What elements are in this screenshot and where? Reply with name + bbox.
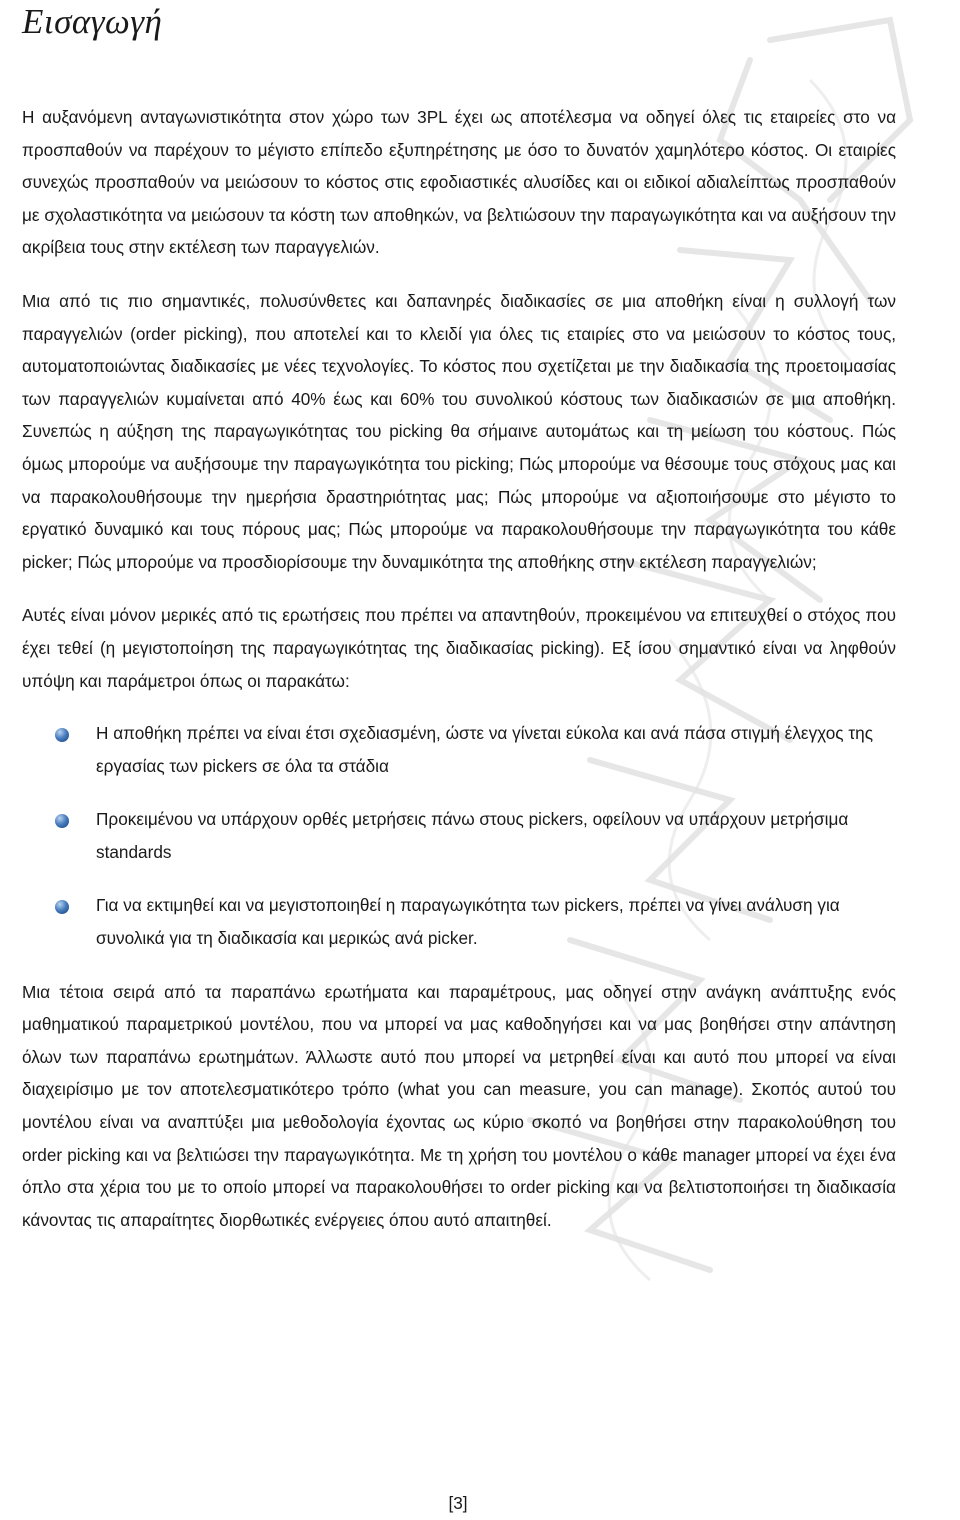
list-item-text: Η αποθήκη πρέπει να είναι έτσι σχεδιασμένη, ώστε να γίνεται εύκολα και ανά πάσα στιγμή έλεγχος της εργασίας των pickers σε όλα τα στάδια bbox=[96, 723, 873, 776]
paragraph-order-picking: Μια από τις πιο σημαντικές, πολυσύνθετες και δαπανηρές διαδικασίες σε μια αποθήκη είναι η συλλογή των παραγγελιών (order picking), που αποτελεί και το κλειδί για όλες τις εταιρίες στο να μειώσουν το κόστος τους, αυτοματοποιώντας διαδικασίες με νέες τεχνολογίες. Το κόστος που σχετίζεται με την διαδικασία της προετοιμασίας των παραγγελιών κυμαίνεται από 40% έως και 60% του συνολικού κόστους των διαδικασιών σε μια αποθήκη. Συνεπώς η αύξηση της παραγωγικότητας του picking θα σήμαινε αυτομάτως και τη μείωση του κόστους. Πώς όμως μπορούμε να αυξήσουμε την παραγωγικότητα του picking; Πώς μπορούμε να θέσουμε τους στόχους μας και να παρακολουθήσουμε την ημερήσια δραστηριότητας μας; Πώς μπορούμε να αξιοποιήσουμε στο μέγιστο το εργατικό δυναμικό και τους πόρους μας; Πώς μπορούμε να παρακολουθήσουμε την παραγωγικότητα του κάθε picker; Πώς μπορούμε να προσδιορίσουμε την δυναμικότητα της αποθήκης στην εκτέλεση παραγγελιών; bbox=[22, 290, 896, 572]
paragraph-intro: Η αυξανόμενη ανταγωνιστικότητα στον χώρο των 3PL έχει ως αποτέλεσμα να οδηγεί όλες τις εταιρείες στο να προσπαθούν να παρέχουν το μέγιστο επίπεδο εξυπηρέτησης με όσο το δυνατόν χαμηλότερο κόστος. Οι εταιρίες συνεχώς προσπαθούν να μειώσουν το κόστος στις εφοδιαστικές αλυσίδες και οι ειδικοί αδιαλείπτως προσπαθούν με σχολαστικότητα να μειώσουν τα κόστη των αποθηκών, να βελτιώσουν την παραγωγικότητα και να αυξήσουν την ακρίβεια τους στην εκτέλεση των παραγγελιών. bbox=[22, 107, 896, 258]
sphere-bullet-icon bbox=[55, 728, 69, 742]
sphere-bullet-icon bbox=[55, 814, 69, 828]
paragraph-model: Μια τέτοια σειρά από τα παραπάνω ερωτήματα και παραμέτρους, μας οδηγεί στην ανάγκη ανάπτυξης ενός μαθηματικού παραμετρικού μοντέλου, που να μπορεί να μας καθοδηγήσει και να μας βοηθήσει στην απάντηση όλων των παραπάνω ερωτημάτων. Άλλωστε αυτό που μπορεί να μετρηθεί είναι και αυτό που μπορεί να είναι διαχειρίσιμο με τον αποτελεσματικότερο τρόπο (what you can measure, you can manage). Σκοπός αυτού του μοντέλου είναι να αναπτύξει μια μεθοδολογία έχοντας ως κύριο σκοπό να βοηθήσει στην παρακολούθηση του order picking και να βελτιώσει την παραγωγικότητα. Με τη χρήση του μοντέλου ο κάθε manager μπορεί να έχει ένα όπλο στα χέρια του με το οποίο μπορεί να παρακολουθήσει το order picking και να βελτιστοποιήσει τη διαδικασία κάνοντας τις απαραίτητες διορθωτικές ενέργειες όπου αυτό απαιτηθεί. bbox=[22, 981, 896, 1230]
paragraph-questions: Αυτές είναι μόνον μερικές από τις ερωτήσεις που πρέπει να απαντηθούν, προκειμένου να επιτευχθεί ο στόχος που έχει τεθεί (η μεγιστοποίηση της παραγωγικότητας της διαδικασίας picking). Εξ ίσου σημαντικό είναι να ληφθούν υπόψη και παράμετροι όπως οι παρακάτω: bbox=[22, 605, 896, 691]
sphere-bullet-icon bbox=[55, 900, 69, 914]
section-title: Εισαγωγή bbox=[22, 2, 163, 41]
parameters-list bbox=[22, 717, 896, 955]
list-item bbox=[22, 889, 896, 954]
page-number: [3] bbox=[448, 1493, 468, 1513]
document-page bbox=[22, 0, 896, 1236]
list-item-text: Για να εκτιμηθεί και να μεγιστοποιηθεί η παραγωγικότητα των pickers, πρέπει να γίνει ανάλυση για συνολικά για τη διαδικασία και μερικώς ανά picker. bbox=[96, 895, 840, 949]
list-item bbox=[22, 803, 896, 868]
list-item bbox=[22, 717, 896, 782]
list-item-text: Προκειμένου να υπάρχουν ορθές μετρήσεις πάνω στους pickers, οφείλουν να υπάρχουν μετρήσιμα standards bbox=[96, 809, 849, 862]
